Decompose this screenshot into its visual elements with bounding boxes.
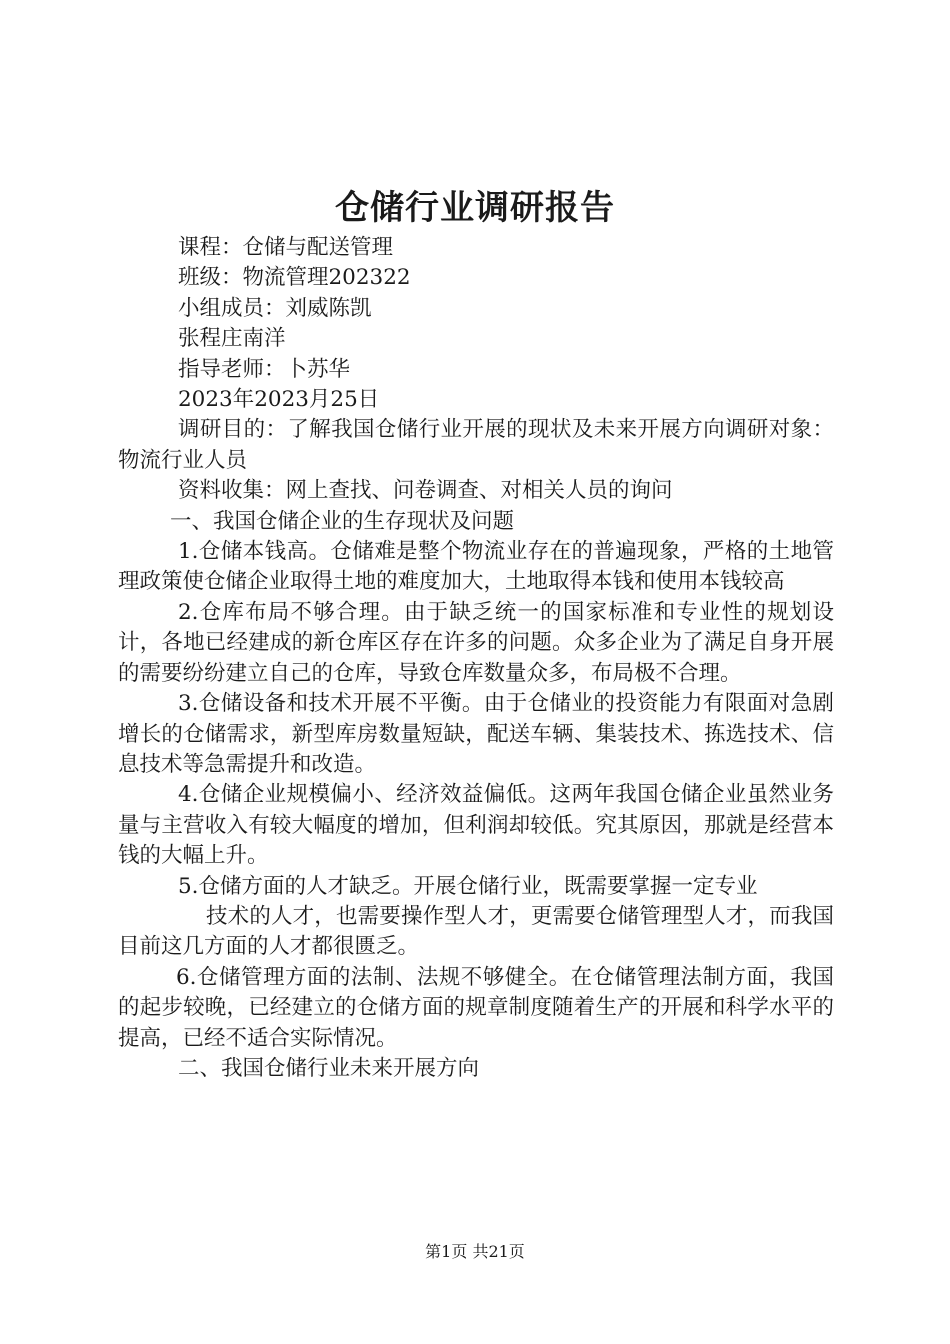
list-item: 2.仓库布局不够合理。由于缺乏统一的国家标准和专业性的规划设计，各地已经建成的新仓库区存在许多的问题。众多企业为了满足自身开展的需要纷纷建立自己的仓库，导致仓库数量众多，布局极不合理。 bbox=[118, 599, 834, 686]
course-line: 课程：仓储与配送管理 bbox=[178, 235, 394, 260]
section-heading-2: 二、我国仓储行业未来开展方向 bbox=[178, 1055, 480, 1081]
advisor-line: 指导老师：卜苏华 bbox=[178, 356, 351, 382]
page-footer: 第1页 共21页 bbox=[425, 1242, 525, 1261]
purpose-paragraph: 调研目的：了解我国仓储行业开展的现状及未来开展方向调研对象：物流行业人员 bbox=[118, 417, 834, 473]
members-line: 小组成员：刘威陈凯 bbox=[178, 295, 372, 321]
document-title: 仓储行业调研报告 bbox=[335, 188, 615, 228]
sources-paragraph: 资料收集：网上查找、问卷调查、对相关人员的询问 bbox=[178, 478, 673, 504]
list-item: 3.仓储设备和技术开展不平衡。由于仓储业的投资能力有限面对急剧增长的仓储需求，新型库房数量短缺，配送车辆、集装技术、拣选技术、信息技术等急需提升和改造。 bbox=[118, 691, 834, 777]
section-heading-1: 一、我国仓储企业的生存现状及问题 bbox=[170, 508, 515, 534]
list-item: 6.仓储管理方面的法制、法规不够健全。在仓储管理法制方面，我国的起步较晚，已经建立的仓储方面的规章制度随着生产的开展和科学水平的提高，已经不适合实际情况。 bbox=[118, 964, 834, 1051]
class-line: 班级：物流管理202322 bbox=[178, 265, 411, 291]
date-line: 2023年2023月25日 bbox=[178, 387, 380, 413]
list-item-continued: 技术的人才，也需要操作型人才，更需要仓储管理型人才，而我国目前这几方面的人才都很匮乏。 bbox=[118, 903, 834, 960]
list-item: 5.仓储方面的人才缺乏。开展仓储行业，既需要掌握一定专业 bbox=[178, 873, 758, 899]
list-item: 1.仓储本钱高。仓储难是整个物流业存在的普遍现象，严格的土地管理政策使仓储企业取得土地的难度加大，土地取得本钱和使用本钱较高 bbox=[118, 539, 834, 595]
list-item: 4.仓储企业规模偏小、经济效益偏低。这两年我国仓储企业虽然业务量与主营收入有较大幅度的增加，但利润却较低。究其原因，那就是经营本钱的大幅上升。 bbox=[118, 782, 834, 869]
document-body bbox=[118, 233, 834, 1084]
members-line-continued: 张程庄南洋 bbox=[178, 326, 286, 352]
